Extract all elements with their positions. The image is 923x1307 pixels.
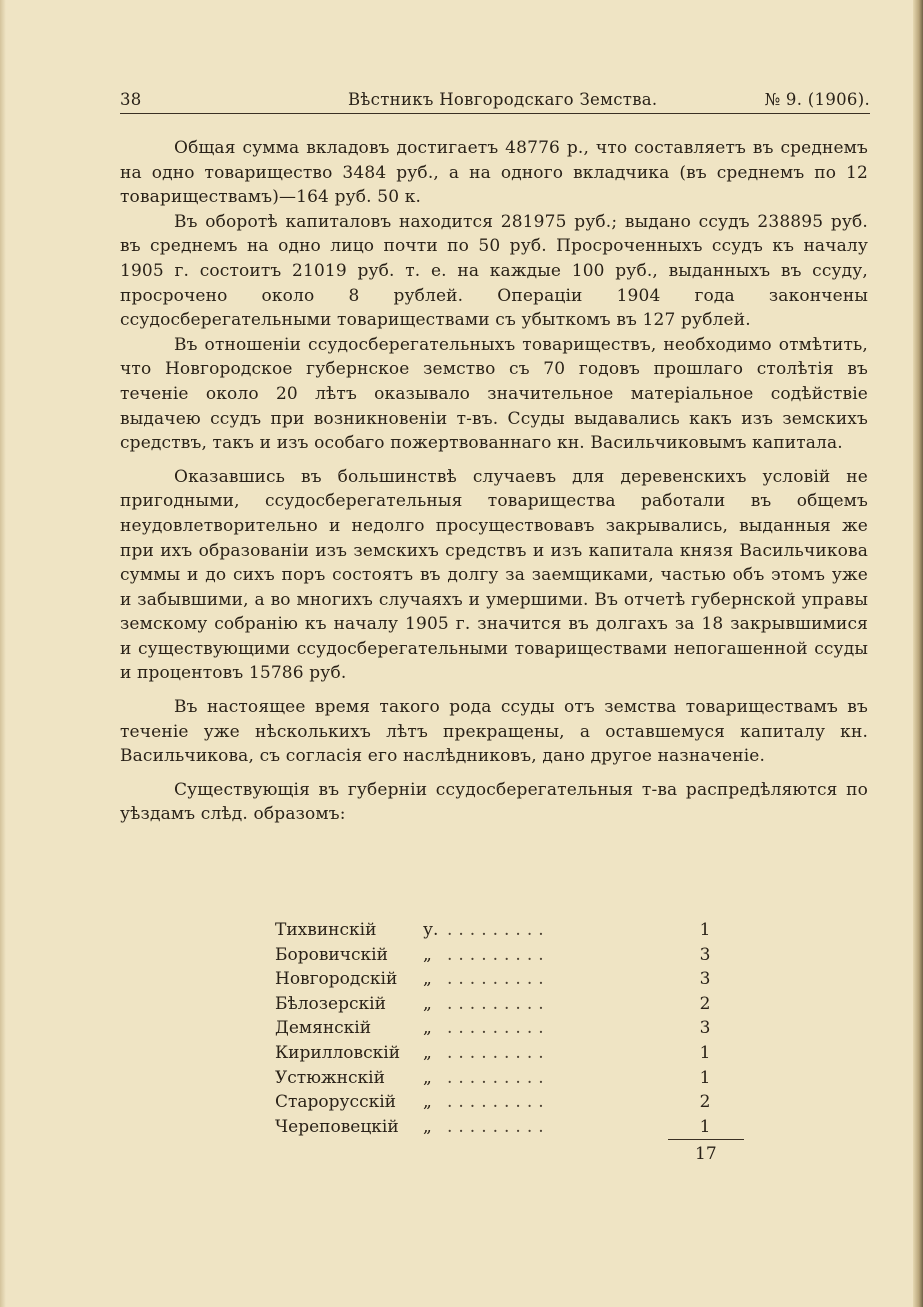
district-abbr: у. [423,920,439,940]
district-row [275,1016,745,1041]
district-row [275,1090,745,1115]
journal-title: Вѣстникъ Новгородскаго Земства. [348,90,658,109]
district-abbr: „ [423,1042,432,1063]
dot-leader: ......... [447,1042,550,1063]
district-name: Боровичскій [275,944,388,965]
dot-leader: ......... [447,920,550,940]
dot-leader: ......... [447,969,550,990]
district-table [275,918,745,1139]
dot-leader: ......... [447,1092,550,1113]
district-row [275,992,745,1017]
district-count: 3 [699,1018,711,1039]
district-count: 1 [699,1116,711,1137]
dot-leader: ......... [447,1067,550,1088]
district-name: Устюжнскій [275,1067,385,1088]
paragraph-current-status: Въ настоящее время такого рода ссуды отъ земства товариществамъ въ теченіе уже нѣсколькихъ лѣтъ прекращены, а оставшемуся капиталу кн. Васильчикова, съ согласія его наслѣдниковъ, дано другое назначеніе. [120,697,868,767]
running-header [120,90,870,112]
district-abbr: „ [423,1018,432,1039]
district-row [275,1115,745,1140]
body-text [120,136,868,827]
district-row [275,918,745,943]
district-name: Тихвинскій [275,920,377,940]
paragraph-deposits: Общая сумма вкладовъ достигаетъ 48776 р., что составляетъ въ среднемъ на одно товарищество 3484 руб., а на одного вкладчика (въ среднемъ по 12 товариществамъ)—164 руб. 50 к. [120,138,868,208]
district-total: 17 [695,1144,717,1164]
district-row [275,1066,745,1091]
header-rule [120,113,870,114]
district-abbr: „ [423,969,432,990]
district-count: 1 [699,920,711,940]
district-row [275,943,745,968]
page-edge-left [0,0,6,1307]
paragraph-capital-turnover: Въ оборотѣ капиталовъ находится 281975 руб.; выдано ссудъ 238895 руб. въ среднемъ на одно лицо почти по 50 руб. Просроченныхъ ссудъ къ началу 1905 г. состоитъ 21019 руб. т. е. на каждые 100 руб., выданныхъ въ ссуду, просрочено около 8 рублей. Операціи 1904 года закончены ссудосберегательными товариществами съ убыткомъ въ 127 рублей. [120,211,868,331]
district-abbr: „ [423,1092,432,1113]
paragraph-zemstvo-support: Въ отношеніи ссудосберегательныхъ товариществъ, необходимо отмѣтить, что Новгородское губернское земство съ 70 годовъ прошлаго столѣтія въ теченіе около 20 лѣтъ оказывало значительное матеріальное содѣйствіе выдачею ссудъ при возникновеніи т-въ. Ссуды выдавались какъ изъ земскихъ средствъ, такъ и изъ особаго пожертвованнаго кн. Васильчиковымъ капитала. [120,334,868,454]
page-edge-right [913,0,923,1307]
paragraph-unsuitability: Оказавшись въ большинствѣ случаевъ для деревенскихъ условій не пригодными, ссудосберегательныя товарищества работали въ общемъ неудовлетворительно и недолго просуществовавъ закрывались, выданныя же при ихъ образованіи изъ земскихъ средствъ и изъ капитала князя Васильчикова суммы и до сихъ поръ состоятъ въ долгу за заемщиками, частью объ этомъ уже и забывшими, а во многихъ случаяхъ и умершими. Въ отчетѣ губернской управы земскому собранію къ началу 1905 г. значится въ долгахъ за 18 закрывшимися и существующими ссудосберегательными товариществами непогашенной ссуды и процентовъ 15786 руб. [120,466,868,684]
district-name: Череповецкій [275,1116,399,1137]
district-name: Старорусскій [275,1092,396,1113]
district-count: 3 [699,969,711,990]
district-count: 1 [699,1042,711,1063]
district-row [275,1041,745,1066]
sum-rule [668,1139,744,1140]
dot-leader: ......... [447,944,550,965]
district-row [275,967,745,992]
district-count: 1 [699,1067,711,1088]
paragraph-distribution-intro: Существующія въ губерніи ссудосберегательныя т-ва распредѣляются по уѣздамъ слѣд. образомъ: [120,779,868,825]
district-count: 3 [699,944,711,965]
dot-leader: ......... [447,1018,550,1039]
district-count: 2 [699,993,711,1014]
district-abbr: „ [423,944,432,965]
dot-leader: ......... [447,1116,550,1137]
district-count: 2 [699,1092,711,1113]
district-name: Бѣлозерскій [275,993,386,1014]
page-number: 38 [120,90,142,109]
district-name: Новгородскій [275,969,398,990]
district-name: Кирилловскій [275,1042,401,1063]
dot-leader: ......... [447,993,550,1014]
district-name: Демянскій [275,1018,372,1039]
issue-label: № 9. (1906). [764,90,870,109]
district-abbr: „ [423,1116,432,1137]
district-abbr: „ [423,993,432,1014]
district-abbr: „ [423,1067,432,1088]
